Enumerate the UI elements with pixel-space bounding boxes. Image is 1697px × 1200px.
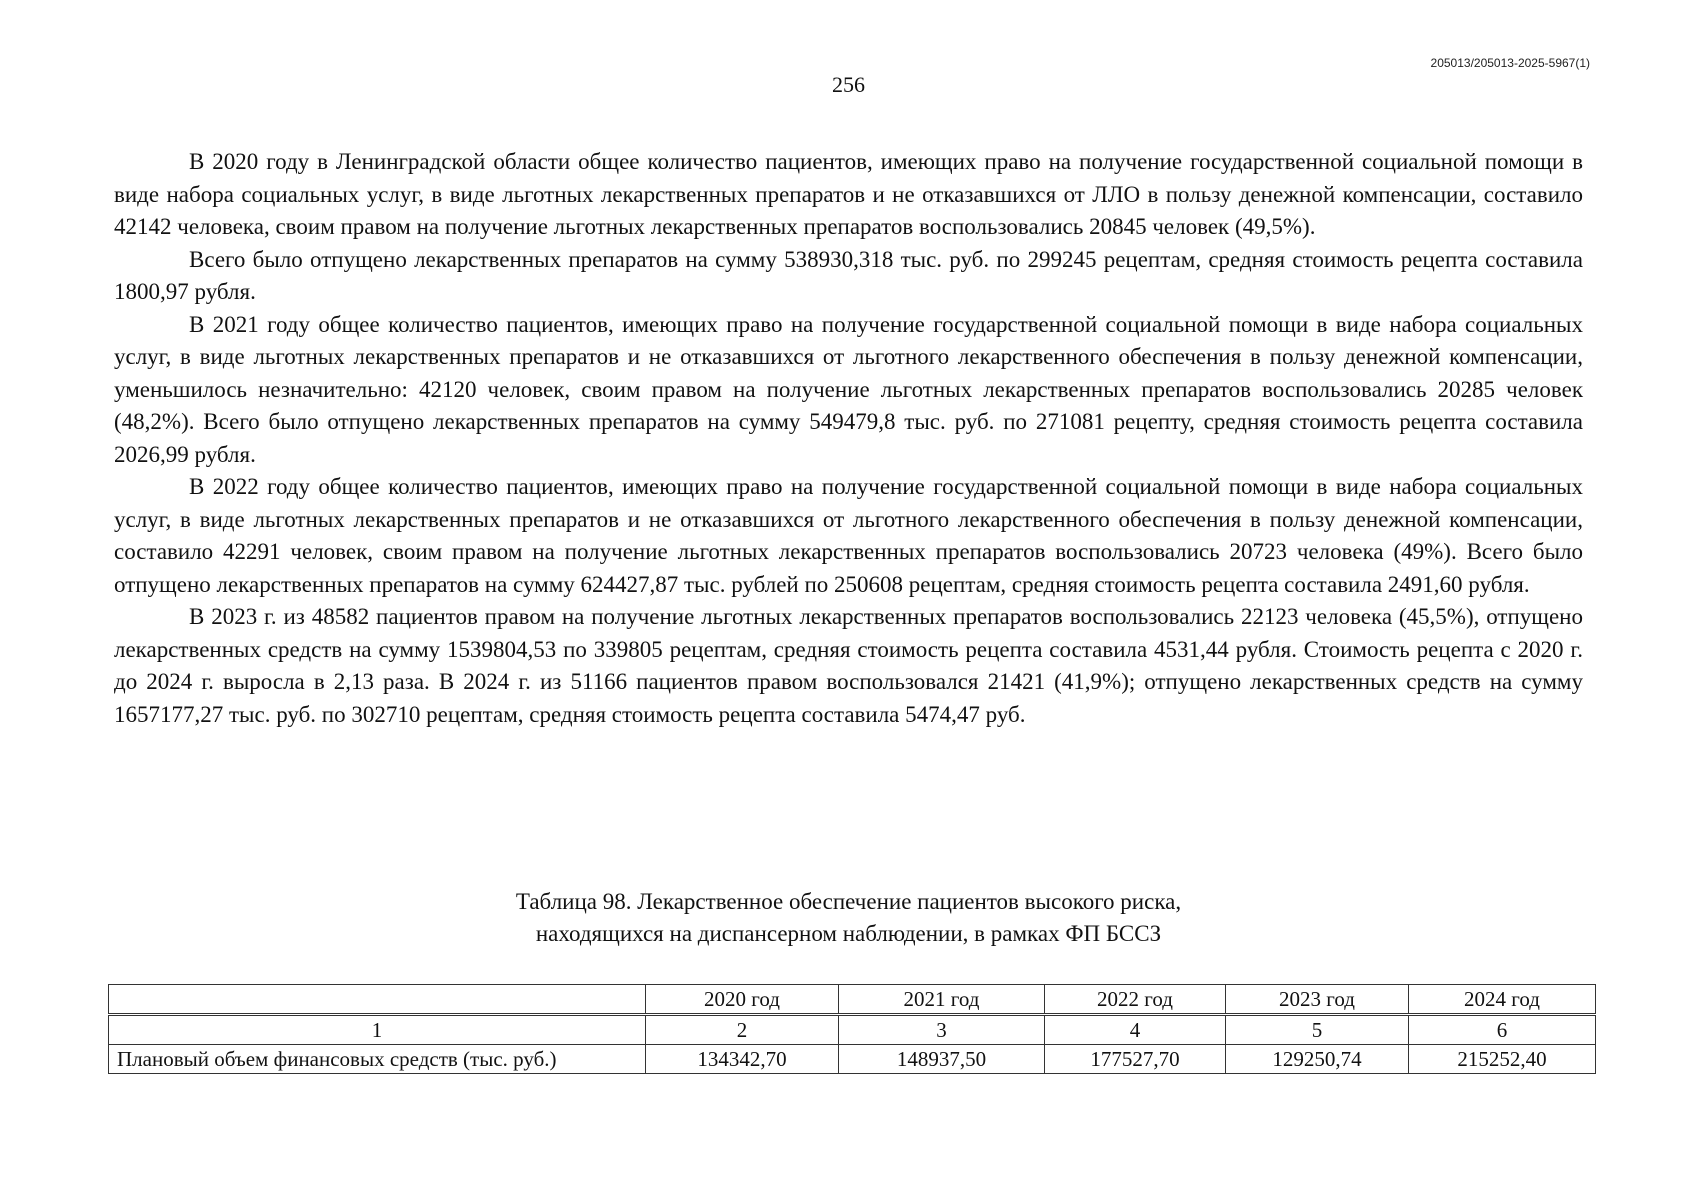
column-number-5: 5: [1226, 1015, 1409, 1045]
paragraph-2021: В 2021 году общее количество пациентов, имеющих право на получение государственной социальной помощи в виде набора социальных услуг, в виде льготных лекарственных препаратов и не отказавшихся от льготного лекарственного обеспечения в пользу денежной компенсации, уменьшилось незначительно: 42120 человек, своим правом на получение льготных лекарственных препаратов воспользовались 20285 человек (48,2%). Всего было отпущено лекарственных препаратов на сумму 549479,8 тыс. руб. по 271081 рецепту, средняя стоимость рецепта составила 2026,99 рубля.: [114, 311, 1583, 467]
table-cell-2023: 129250,74: [1226, 1045, 1409, 1074]
table-column-number-row: [109, 1015, 1596, 1045]
paragraph-2020: В 2020 году в Ленинградской области общее количество пациентов, имеющих право на получение государственной социальной помощи в виде набора социальных услуг, в виде льготных лекарственных препаратов и не отказавшихся от ЛЛО в пользу денежной компенсации, составило 42142 человека, своим правом на получение льготных лекарственных препаратов воспользовались 20845 человек (49,5%).: [114, 149, 1583, 239]
header-cell-empty: [109, 985, 646, 1015]
table-cell-2024: 215252,40: [1409, 1045, 1596, 1074]
header-cell-2022: 2022 год: [1045, 985, 1226, 1015]
header-cell-2024: 2024 год: [1409, 985, 1596, 1015]
column-number-2: 2: [646, 1015, 839, 1045]
page-number: 256: [832, 72, 865, 97]
header-cell-2020: 2020 год: [646, 985, 839, 1015]
paragraph-2023-2024: В 2023 г. из 48582 пациентов правом на получение льготных лекарственных препаратов воспользовались 22123 человека (45,5%), отпущено лекарственных средств на сумму 1539804,53 по 339805 рецептам, средняя стоимость рецепта составила 4531,44 рубля. Стоимость рецепта с 2020 г. до 2024 г. выросла в 2,13 раза. В 2024 г. из 51166 пациентов правом воспользовался 21421 (41,9%); отпущено лекарственных средств на сумму 1657177,27 тыс. руб. по 302710 рецептам, средняя стоимость рецепта составила 5474,47 руб.: [114, 604, 1583, 727]
table-caption-line-1: Таблица 98. Лекарственное обеспечение пациентов высокого риска,: [515, 889, 1182, 914]
body-text: [114, 146, 1583, 731]
paragraph-2022: В 2022 году общее количество пациентов, имеющих право на получение государственной социальной помощи в виде набора социальных услуг, в виде льготных лекарственных препаратов и не отказавшихся от льготного лекарственного обеспечения в пользу денежной компенсации, составило 42291 человек, своим правом на получение льготных лекарственных препаратов воспользовались 20723 человека (49%). Всего было отпущено лекарственных препаратов на сумму 624427,87 тыс. рублей по 250608 рецептам, средняя стоимость рецепта составила 2491,60 рубля.: [114, 474, 1583, 597]
table-header-row: [109, 985, 1596, 1015]
table-cell-2022: 177527,70: [1045, 1045, 1226, 1074]
table-caption: [0, 886, 1697, 950]
column-number-1: 1: [109, 1015, 646, 1045]
column-number-4: 4: [1045, 1015, 1226, 1045]
table-cell-2020: 134342,70: [646, 1045, 839, 1074]
document-id: 205013/205013-2025-5967(1): [1430, 56, 1590, 70]
column-number-6: 6: [1409, 1015, 1596, 1045]
table-caption-line-2: находящихся на диспансерном наблюдении, в рамках ФП БССЗ: [535, 921, 1162, 946]
header-cell-2021: 2021 год: [839, 985, 1045, 1015]
table-row: [109, 1045, 1596, 1074]
column-number-3: 3: [839, 1015, 1045, 1045]
header-cell-2023: 2023 год: [1226, 985, 1409, 1015]
table-cell-2021: 148937,50: [839, 1045, 1045, 1074]
paragraph-2020-totals: Всего было отпущено лекарственных препаратов на сумму 538930,318 тыс. руб. по 299245 рецептам, средняя стоимость рецепта составила 1800,97 рубля.: [114, 246, 1583, 304]
row-label: Плановый объем финансовых средств (тыс. руб.): [109, 1045, 646, 1074]
data-table: [108, 984, 1596, 1074]
